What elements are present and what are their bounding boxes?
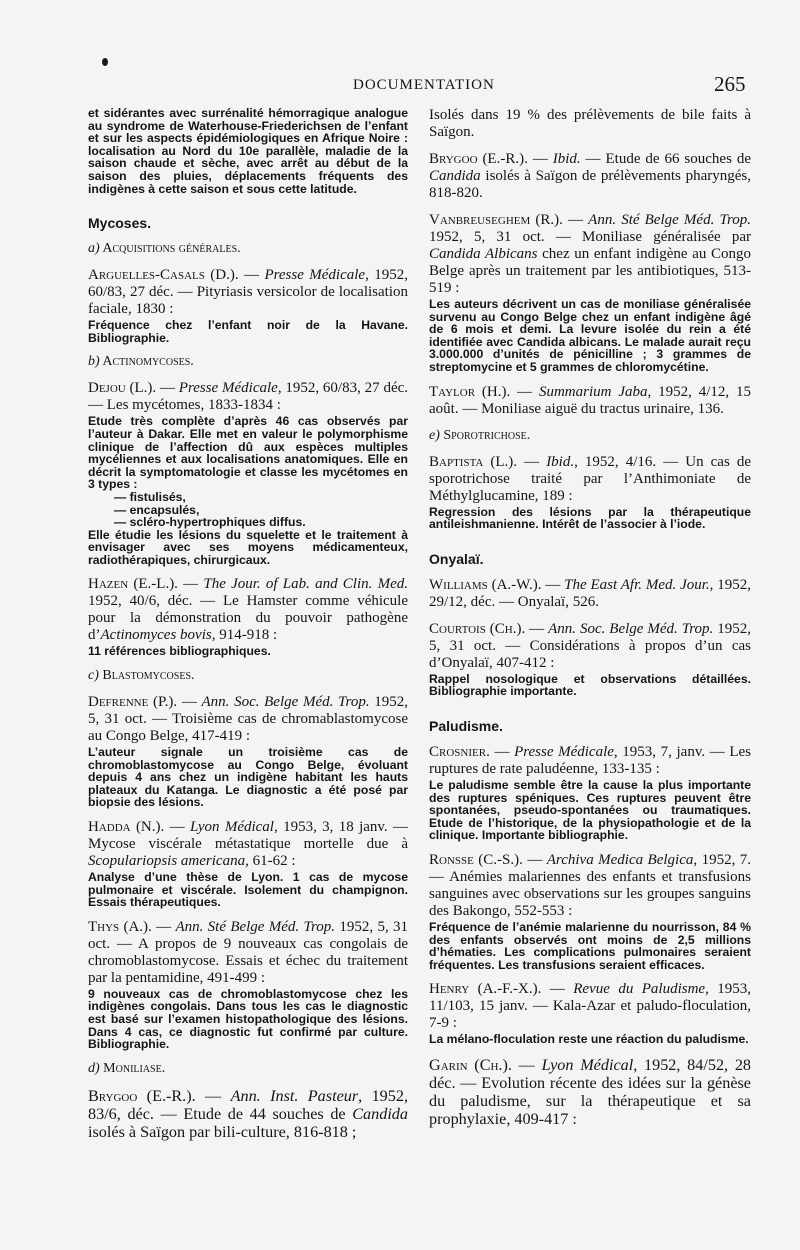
section-heading-onyalai: Onyalaï. xyxy=(429,550,484,567)
entry-summary: Fréquence de l’anémie malarienne du nourrisson, 84 % des enfants observés ont moins de 2,5 millions d’hématies. Les complications pulmonaires seraient fréquentes. Les transfusions seraient efficaces. xyxy=(429,919,751,972)
entry-summary: 11 références bibliographiques. xyxy=(88,644,271,659)
entry-summary: Rappel nosologique et observations détaillées. Bibliographie importante. xyxy=(429,671,751,699)
entry-summary: Le paludisme semble être la cause la plus importante des ruptures spéniques. Ces ruptures peuvent être spontanées, pseudo-spontanées ou traumatiques. Etude de l’historique, de la physiopathologie et de la clinique. Importante bibliographie. xyxy=(429,777,751,843)
subsection-a: a) Acquisitions générales. xyxy=(88,241,241,257)
entry-summary: Fréquence chez l’enfant noir de la Havane. Bibliographie. xyxy=(88,318,408,345)
left-column xyxy=(88,107,408,1142)
ink-dot xyxy=(102,58,108,66)
list-item: — encapsulés, xyxy=(114,502,200,517)
reference-entry: Williams (A.-W.). — The East Afr. Med. Jour., 1952, 29/12, déc. — Onyalaï, 526. xyxy=(429,576,752,610)
reference-entry: Henry (A.-F.-X.). — Revue du Paludisme, 1953, 11/103, 15 janv. — Kala-Azar et paludo-floculation, 7-9 : xyxy=(429,981,752,1032)
running-header: DOCUMENTATION xyxy=(353,77,495,93)
section-heading-mycoses: Mycoses. xyxy=(88,215,152,232)
reference-entry: Arguelles-Casals (D.). — Presse Médicale, 1952, 60/83, 27 déc. — Pityriasis versicolor de localisation faciale, 1830 : xyxy=(88,267,408,318)
intro-paragraph: et sidérantes avec surrénalité hémorragique analogue au syndrome de Waterhouse-Friederichsen de l’enfant et sur les aspects épidémiologiques en Afrique Noire : localisation au Nord du 10e parallèle, maladie de la saison chaude et sèche, avec arrêt au début de la saison des pluies, déplacements fréquents des indigènes à cette saison et sous cette latitude. xyxy=(88,106,408,196)
reference-entry: Vanbreuseghem (R.). — Ann. Sté Belge Méd. Trop. 1952, 5, 31 oct. — Moniliase généralisée par Candida Albicans chez un enfant indigène au Congo Belge après un traitement par les antibiotiques, 513-519 : xyxy=(429,212,751,296)
list-item: — fistulisés, xyxy=(114,489,186,504)
subsection-d: d) Moniliase. xyxy=(88,1060,166,1076)
continued-text: Isolés dans 19 % des prélèvements de bile faits à Saïgon. xyxy=(429,107,751,140)
list-item: — scléro-hypertrophiques diffus. xyxy=(114,515,306,530)
entry-summary: 9 nouveaux cas de chromoblastomycose chez les indigènes congolais. Dans tous les cas le diagnostic est basé sur l’examen histopathologique des lésions. Dans 4 cas, ce diagnostic fut confirmé par culture. Bibliographie. xyxy=(88,986,408,1052)
reference-entry: Hazen (E.-L.). — The Jour. of Lab. and Clin. Med. 1952, 40/6, déc. — Le Hamster comme véhicule pour la démonstration du pouvoir pathogène d’Actinomyces bovis, 914-918 : xyxy=(88,576,408,644)
reference-entry: Courtois (Ch.). — Ann. Soc. Belge Méd. Trop. 1952, 5, 31 oct. — Considérations à propos d’un cas d’Onyalaï, 407-412 : xyxy=(429,620,751,671)
entry-summary: Les auteurs décrivent un cas de moniliase généralisée survenu au Congo Belge chez un enfant indigène âgé de 6 mois et demi. La levure isolée du rein a été identifiée avec Candida albicans. Le malade aurait reçu 3.000.000 d’unités de pénicilline ; 3 grammes de streptomycine et 5 grammes de chloromycétine. xyxy=(429,297,751,374)
entry-summary: L’auteur signale un troisième cas de chromoblastomycose au Congo Belge, évoluant depuis 4 ans chez un indigène habitant les hauts plateaux du Katanga. Le diagnostic a été posé par biopsie des lésions. xyxy=(88,745,408,810)
reference-entry: Crosnier. — Presse Médicale, 1953, 7, janv. — Les ruptures de rate paludéenne, 133-135 : xyxy=(429,743,751,777)
reference-entry: Garin (Ch.). — Lyon Médical, 1952, 84/52, 28 déc. — Evolution récente des idées sur la génèse du paludisme, sur la thérapeutique et sa prophylaxie, 409-417 : xyxy=(429,1055,752,1128)
reference-entry: Defrenne (P.). — Ann. Soc. Belge Méd. Trop. 1952, 5, 31 oct. — Troisième cas de chromablastomycose au Congo Belge, 417-419 : xyxy=(88,694,408,745)
reference-entry: Baptista (L.). — Ibid., 1952, 4/16. — Un cas de sporotrichose traité par l’Anthimoniate de Méthylglucamine, 189 : xyxy=(429,453,752,504)
reference-entry: Thys (A.). — Ann. Sté Belge Méd. Trop. 1952, 5, 31 oct. — A propos de 9 nouveaux cas congolais de chromoblastomycose. Essais et échec du traitement par la pentamidine, 491-499 : xyxy=(88,918,409,986)
entry-summary: Etude très complète d’après 46 cas observés par l’auteur à Dakar. Elle met en valeur le polymorphisme clinique de l’affection dû aux espèces multiples mycéliennes et aux localisations anatomiques. Elle en décrit la symptomatologie et classe les mycétomes en 3 types : — fistulisés, — encapsulés, — scléro-hypertrophiques diffus. Elle étudie les lésions du squelette et le traitement à envisager avec ses moyens médicamenteux, radiothérapiques, chirurgicaux. xyxy=(88,414,408,567)
right-column xyxy=(429,107,751,1129)
page-number: 265 xyxy=(714,72,746,96)
subsection-b: b) Actinomycoses. xyxy=(88,354,194,370)
reference-entry: Brygoo (E.-R.). — Ibid. — Etude de 66 souches de Candida isolés à Saïgon de prélèvements pharyngés, 818-820. xyxy=(429,151,751,201)
reference-entry: Taylor (H.). — Summarium Jaba, 1952, 4/12, 15 août. — Moniliase aiguë du tractus urinaire, 136. xyxy=(429,383,752,417)
reference-entry: Ronsse (C.-S.). — Archiva Medica Belgica, 1952, 7. — Anémies malariennes des enfants et transfusions sanguines avec observations sur les groupes sanguins des Bakongo, 552-553 : xyxy=(429,851,752,919)
entry-summary: Regression des lésions par la thérapeutique antileishmanienne. Intérêt de l’associer à l’iode. xyxy=(429,504,751,532)
entry-summary: La mélano-floculation reste une réaction du paludisme. xyxy=(429,1032,749,1047)
reference-entry: Hadda (N.). — Lyon Médical, 1953, 3, 18 janv. — Mycose viscérale métastatique mortelle due à Scopulariopsis americana, 61-62 : xyxy=(88,819,409,870)
subsection-c: c) Blastomycoses. xyxy=(88,668,195,684)
reference-entry: Dejou (L.). — Presse Médicale, 1952, 60/83, 27 déc. — Les mycétomes, 1833-1834 : xyxy=(88,380,409,414)
reference-entry: Brygoo (E.-R.). — Ann. Inst. Pasteur, 1952, 83/6, déc. — Etude de 44 souches de Candida isolés à Saïgon par bili-culture, 816-818 ; xyxy=(88,1086,408,1141)
entry-summary: Analyse d’une thèse de Lyon. 1 cas de mycose pulmonaire et viscérale. Isolement du champignon. Essais thérapeutiques. xyxy=(88,870,408,910)
section-heading-paludisme: Paludisme. xyxy=(429,717,503,734)
subsection-e: e) Sporotrichose. xyxy=(429,427,531,443)
